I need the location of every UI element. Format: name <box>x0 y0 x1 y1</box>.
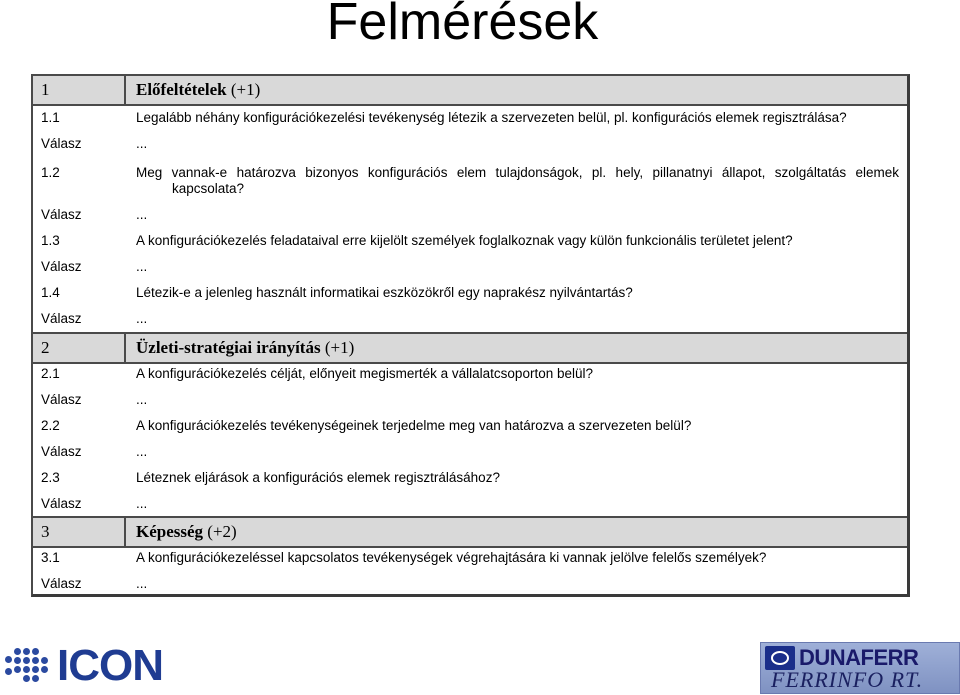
answer-field[interactable]: ... <box>136 576 148 591</box>
section-title: Képesség (+2) <box>136 522 237 541</box>
section-header-2 <box>33 332 907 364</box>
ferrinfo-logo-text: FERRINFO RT. <box>771 667 924 692</box>
question-number: 2.2 <box>41 418 60 433</box>
section-header-3 <box>33 516 907 548</box>
answer-label: Válasz <box>41 576 82 591</box>
dunaferr-logo <box>760 642 960 694</box>
icon-logo <box>5 641 175 690</box>
question-text: Létezik-e a jelenleg használt informatikai eszközökről egy naprakész nyilvántartás? <box>136 285 633 300</box>
question-text: A konfigurációkezeléssel kapcsolatos tevékenységek végrehajtására ki vannak jelölve felelős személyek? <box>136 550 767 565</box>
section-title: Előfeltételek (+1) <box>136 80 261 99</box>
question-number: 1.2 <box>41 165 60 180</box>
question-text: A konfigurációkezelés célját, előnyeit megismerték a vállalatcsoporton belül? <box>136 366 593 381</box>
answer-field[interactable]: ... <box>136 136 148 151</box>
section-number: 1 <box>41 80 50 99</box>
answer-field[interactable]: ... <box>136 259 148 274</box>
answer-field[interactable]: ... <box>136 392 148 407</box>
section-number: 3 <box>41 522 50 541</box>
section-number: 2 <box>41 338 50 357</box>
question-number: 1.4 <box>41 285 60 300</box>
answer-label: Válasz <box>41 259 82 274</box>
divider <box>124 334 126 362</box>
answer-label: Válasz <box>41 392 82 407</box>
question-text: Léteznek eljárások a konfigurációs elemek regisztrálásához? <box>136 470 500 485</box>
section-header-1 <box>33 76 907 106</box>
answer-label: Válasz <box>41 444 82 459</box>
answer-field[interactable]: ... <box>136 207 148 222</box>
question-number: 1.1 <box>41 110 60 125</box>
section-title: Üzleti-stratégiai irányítás (+1) <box>136 338 355 357</box>
dunaferr-logo-text: DUNAFERR <box>799 645 919 670</box>
answer-field[interactable]: ... <box>136 311 148 326</box>
question-text: Legalább néhány konfigurációkezelési tevékenység létezik a szervezeten belül, pl. konfigurációs elemek regisztrálása? <box>136 110 847 125</box>
answer-field[interactable]: ... <box>136 496 148 511</box>
page-title: Felmérések <box>326 0 599 51</box>
icon-logo-text: ICON <box>57 641 163 690</box>
question-text-continued: kapcsolata? <box>172 181 245 196</box>
answer-field[interactable]: ... <box>136 444 148 459</box>
answer-label: Válasz <box>41 136 82 151</box>
question-text: Meg vannak-e határozva bizonyos konfigurációs elem tulajdonságok, pl. hely, pillanatnyi állapot, szolgáltatás elemek <box>136 165 899 180</box>
answer-label: Válasz <box>41 311 82 326</box>
divider <box>124 518 126 546</box>
question-number: 2.1 <box>41 366 60 381</box>
answer-label: Válasz <box>41 207 82 222</box>
question-number: 1.3 <box>41 233 60 248</box>
dots-icon <box>5 648 53 686</box>
survey-table <box>31 74 910 597</box>
question-text: A konfigurációkezelés feladataival erre kijelölt személyek foglalkoznak vagy külön funkcionális területet jelent? <box>136 233 793 248</box>
answer-label: Válasz <box>41 496 82 511</box>
question-text: A konfigurációkezelés tevékenységeinek terjedelme meg van határozva a szervezeten belül? <box>136 418 692 433</box>
divider <box>124 76 126 104</box>
question-number: 2.3 <box>41 470 60 485</box>
question-number: 3.1 <box>41 550 60 565</box>
